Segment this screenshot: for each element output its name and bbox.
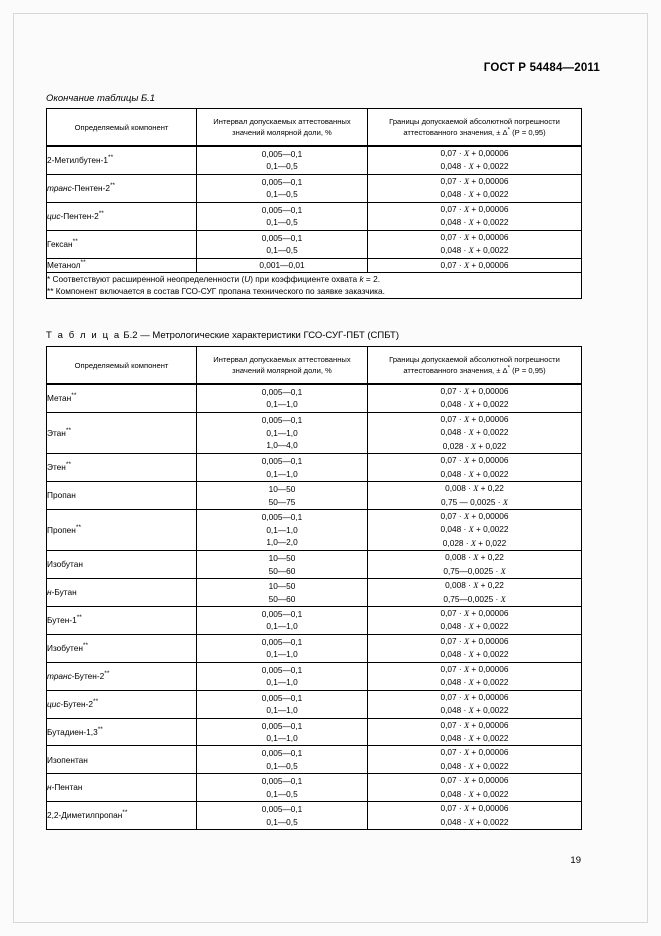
- column-header-error-line1: Границы допускаемой абсолютной погрешности: [389, 117, 560, 126]
- cell-component: Бутен-1**: [47, 607, 197, 635]
- table-row: [47, 258, 582, 272]
- page-number: 19: [570, 855, 581, 866]
- cell-component: Изобутан: [47, 551, 197, 579]
- cell-component: Пропен**: [47, 509, 197, 550]
- table-row: [47, 174, 582, 202]
- column-header-error-line2-a: аттестованного значения, ± Δ: [403, 366, 508, 375]
- cell-component: Гексан**: [47, 230, 197, 258]
- table-row: [47, 454, 582, 482]
- footnote-marker: *: [507, 126, 510, 134]
- table-row: [47, 412, 582, 453]
- column-header-error-line2: [374, 127, 575, 138]
- cell-error: 0,07 · X + 0,00006 0,048 · X + 0,0022 0,028 · X + 0,022: [368, 412, 582, 453]
- cell-error: 0,008 · X + 0,22 0,75—0,0025 · X: [368, 551, 582, 579]
- cell-component: транс-Бутен-2**: [47, 662, 197, 690]
- table-b1-header: [47, 109, 582, 147]
- column-header-range: [197, 347, 368, 385]
- cell-component: Изопентан: [47, 746, 197, 774]
- cell-range: 10—50 50—75: [197, 482, 368, 510]
- table-b1: [46, 108, 582, 299]
- cell-range: 0,005—0,1 0,1—1,0 1,0—4,0: [197, 412, 368, 453]
- cell-component: цис-Бутен-2**: [47, 690, 197, 718]
- cell-component: Метан**: [47, 384, 197, 412]
- table-row: [47, 718, 582, 746]
- table-row: [47, 146, 582, 174]
- cell-component: транс-Пентен-2**: [47, 174, 197, 202]
- cell-error: 0,008 · X + 0,22 0,75—0,0025 · X: [368, 579, 582, 607]
- cell-component: Этен**: [47, 454, 197, 482]
- table-b1-caption: Окончание таблицы Б.1: [46, 93, 156, 104]
- table-row: [47, 509, 582, 550]
- cell-component: н-Пентан: [47, 774, 197, 802]
- table-row: [47, 802, 582, 830]
- column-header-range-line1: Интервал допускаемых аттестованных: [213, 117, 351, 126]
- cell-error: 0,07 · X + 0,00006 0,048 · X + 0,0022: [368, 174, 582, 202]
- cell-range: 0,005—0,1 0,1—1,0: [197, 718, 368, 746]
- table-notes-row: [47, 272, 582, 298]
- table-header-row: [47, 109, 582, 147]
- cell-component: н-Бутан: [47, 579, 197, 607]
- cell-range: 10—50 50—60: [197, 551, 368, 579]
- column-header-error-line2-a: аттестованного значения, ± Δ: [403, 128, 508, 137]
- cell-component: Этан**: [47, 412, 197, 453]
- column-header-error-line1: Границы допускаемой абсолютной погрешности: [389, 355, 560, 364]
- cell-range: 0,005—0,1 0,1—1,0: [197, 690, 368, 718]
- cell-range: 10—50 50—60: [197, 579, 368, 607]
- table-b2-caption-text: — Метрологические характеристики ГСО-СУГ-ПБТ (СПБТ): [140, 330, 400, 341]
- cell-error: 0,07 · X + 0,00006 0,048 · X + 0,0022: [368, 774, 582, 802]
- column-header-component: Определяемый компонент: [47, 347, 197, 385]
- cell-error: 0,07 · X + 0,00006 0,048 · X + 0,0022: [368, 718, 582, 746]
- cell-range: 0,005—0,1 0,1—1,0: [197, 607, 368, 635]
- table-b2-caption-label: Т а б л и ц а: [46, 330, 121, 341]
- cell-range: 0,001—0,01: [197, 258, 368, 272]
- table-row: [47, 662, 582, 690]
- cell-error: 0,07 · X + 0,00006 0,048 · X + 0,0022: [368, 746, 582, 774]
- cell-range: 0,005—0,1 0,1—1,0: [197, 662, 368, 690]
- cell-range: 0,005—0,1 0,1—0,5: [197, 802, 368, 830]
- table-row: [47, 774, 582, 802]
- table-footnotes: * Соответствуют расширенной неопределенности (U) при коэффициенте охвата k = 2. ** Компонент включается в состав ГСО-СУГ пропана технического по заявке заказчика.: [47, 272, 582, 298]
- cell-error: 0,07 · X + 0,00006 0,048 · X + 0,0022: [368, 802, 582, 830]
- cell-error: 0,07 · X + 0,00006 0,048 · X + 0,0022: [368, 690, 582, 718]
- table-header-row: [47, 347, 582, 385]
- cell-error: 0,008 · X + 0,22 0,75 — 0,0025 · X: [368, 482, 582, 510]
- column-header-error-line2-b: (Р = 0,95): [512, 128, 546, 137]
- cell-range: 0,005—0,1 0,1—0,5: [197, 230, 368, 258]
- table-row: [47, 202, 582, 230]
- table-row: [47, 482, 582, 510]
- cell-range: 0,005—0,1 0,1—1,0: [197, 384, 368, 412]
- cell-error: 0,07 · X + 0,00006 0,048 · X + 0,0022: [368, 662, 582, 690]
- cell-error: 0,07 · X + 0,00006 0,048 · X + 0,0022: [368, 146, 582, 174]
- column-header-error: [368, 109, 582, 147]
- table-row: [47, 634, 582, 662]
- column-header-error-line2-b: (Р = 0,95): [512, 366, 546, 375]
- cell-range: 0,005—0,1 0,1—0,5: [197, 774, 368, 802]
- table-b2-header: [47, 347, 582, 385]
- table-b2: [46, 346, 582, 830]
- column-header-range-line2: значений молярной доли, %: [232, 128, 332, 137]
- cell-range: 0,005—0,1 0,1—0,5: [197, 174, 368, 202]
- table-row: [47, 746, 582, 774]
- cell-error: 0,07 · X + 0,00006 0,048 · X + 0,0022 0,028 · X + 0,022: [368, 509, 582, 550]
- column-header-range-line1: Интервал допускаемых аттестованных: [213, 355, 351, 364]
- cell-range: 0,005—0,1 0,1—0,5: [197, 202, 368, 230]
- column-header-error: [368, 347, 582, 385]
- cell-error: 0,07 · X + 0,00006 0,048 · X + 0,0022: [368, 454, 582, 482]
- cell-range: 0,005—0,1 0,1—1,0: [197, 454, 368, 482]
- cell-range: 0,005—0,1 0,1—1,0: [197, 634, 368, 662]
- table-row: [47, 607, 582, 635]
- cell-component: 2,2-Диметилпропан**: [47, 802, 197, 830]
- cell-range: 0,005—0,1 0,1—0,5: [197, 746, 368, 774]
- cell-error: 0,07 · X + 0,00006 0,048 · X + 0,0022: [368, 634, 582, 662]
- column-header-range-line2: значений молярной доли, %: [232, 366, 332, 375]
- table-b1-body: [47, 146, 582, 298]
- cell-error: 0,07 · X + 0,00006 0,048 · X + 0,0022: [368, 607, 582, 635]
- table-row: [47, 579, 582, 607]
- cell-error: 0,07 · X + 0,00006 0,048 · X + 0,0022: [368, 202, 582, 230]
- table-row: [47, 384, 582, 412]
- cell-error: 0,07 · X + 0,00006 0,048 · X + 0,0022: [368, 384, 582, 412]
- table-row: [47, 690, 582, 718]
- table-row: [47, 230, 582, 258]
- cell-range: 0,005—0,1 0,1—1,0 1,0—2,0: [197, 509, 368, 550]
- standard-header: ГОСТ Р 54484—2011: [483, 62, 600, 74]
- cell-component: Бутадиен-1,3**: [47, 718, 197, 746]
- table-b2-body: [47, 384, 582, 830]
- cell-component: цис-Пентен-2**: [47, 202, 197, 230]
- table-b2-caption: [46, 330, 399, 341]
- column-header-error-line2: [374, 365, 575, 376]
- cell-error: 0,07 · X + 0,00006: [368, 258, 582, 272]
- cell-error: 0,07 · X + 0,00006 0,048 · X + 0,0022: [368, 230, 582, 258]
- column-header-range: [197, 109, 368, 147]
- cell-component: Изобутен**: [47, 634, 197, 662]
- cell-component: 2-Метилбутен-1**: [47, 146, 197, 174]
- column-header-component: Определяемый компонент: [47, 109, 197, 147]
- table-row: [47, 551, 582, 579]
- footnote-marker: *: [507, 364, 510, 372]
- cell-component: Метанол**: [47, 258, 197, 272]
- table-b2-caption-number: Б.2: [123, 330, 138, 341]
- cell-component: Пропан: [47, 482, 197, 510]
- cell-range: 0,005—0,1 0,1—0,5: [197, 146, 368, 174]
